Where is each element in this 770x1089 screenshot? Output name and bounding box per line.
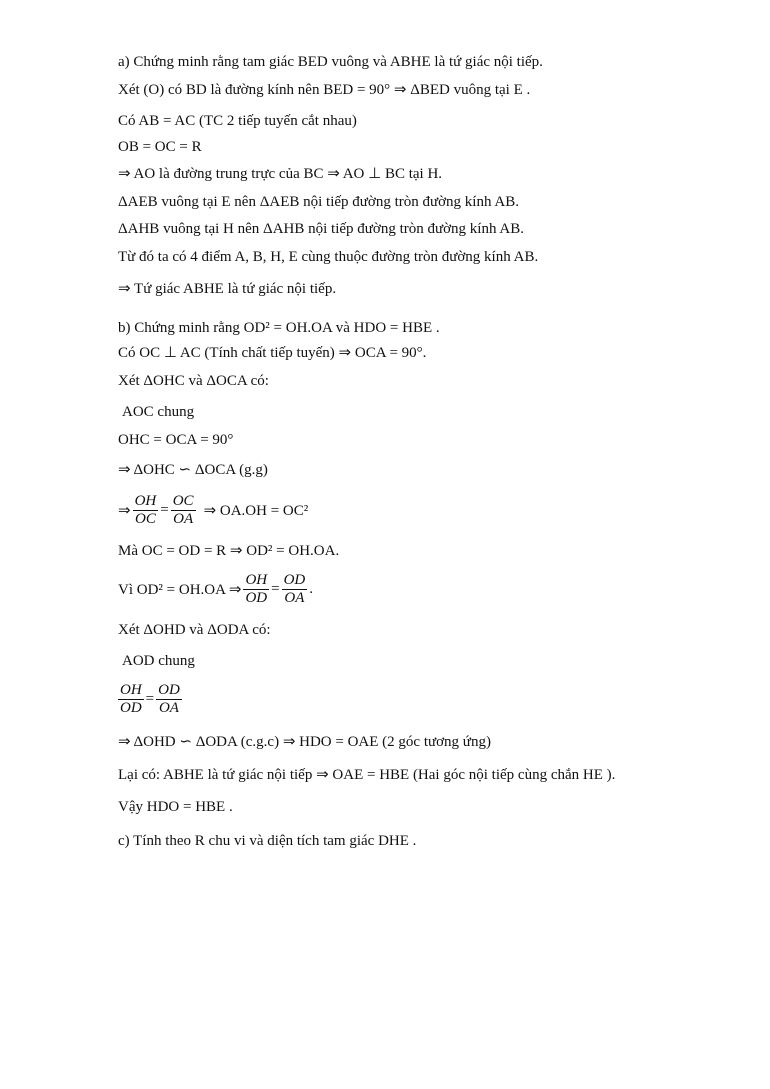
- part-b-line-6: [118, 487, 308, 533]
- part-a-line-1: Xét (O) có BD là đường kính nên BED = 90° ⇒ ΔBED vuông tại E .: [118, 82, 531, 98]
- part-c-heading: c) Tính theo R chu vi và diện tích tam giác DHE .: [118, 833, 417, 849]
- part-b-line-1: Có OC ⊥ AC (Tính chất tiếp tuyến) ⇒ OCA = 90°.: [118, 345, 427, 361]
- part-b-line-14: Vậy HDO = HBE .: [118, 799, 233, 815]
- part-b-line-4: OHC = OCA = 90°: [118, 432, 234, 448]
- part-b-line-8: [118, 566, 313, 612]
- part-a-line-6: ΔAHB vuông tại H nên ΔAHB nội tiếp đường tròn đường kính AB.: [118, 221, 524, 237]
- equals-sign: =: [145, 690, 155, 707]
- fraction-oc-oa: $\frac{OC}{OA}$: [172, 492, 194, 527]
- fraction-od-oa: $\frac{OD}{OA}$: [158, 681, 180, 716]
- part-b-line-13: Lại có: ABHE là tứ giác nội tiếp ⇒ OAE = HBE (Hai góc nội tiếp cùng chắn HE ).: [118, 767, 616, 783]
- part-b-line-3: AOC chung: [122, 404, 195, 420]
- premise-text: Vì OD² = OH.OA ⇒: [118, 581, 242, 598]
- part-b-line-12: ⇒ ΔOHD ∽ ΔODA (c.g.c) ⇒ HDO = OAE (2 góc tương ứng): [118, 734, 491, 750]
- fraction-oh-od: $\frac{OH}{OD}$: [245, 571, 268, 606]
- fraction-od-oa: $\frac{OD}{OA}$: [283, 571, 306, 606]
- part-b-line-11: [118, 676, 184, 722]
- implies-symbol: ⇒: [118, 502, 131, 519]
- result-text: ⇒ OA.OH = OC²: [203, 502, 309, 519]
- part-b-line-5: ⇒ ΔOHC ∽ ΔOCA (g.g): [118, 462, 268, 478]
- equals-sign: =: [160, 501, 169, 518]
- part-a-line-7: Từ đó ta có 4 điểm A, B, H, E cùng thuộc đường tròn đường kính AB.: [118, 249, 539, 265]
- part-a-line-5: ΔAEB vuông tại E nên ΔAEB nội tiếp đường tròn đường kính AB.: [118, 194, 519, 210]
- part-a-heading: a) Chứng minh rằng tam giác BED vuông và ABHE là tứ giác nội tiếp.: [118, 54, 543, 70]
- part-b-line-2: Xét ΔOHC và ΔOCA có:: [118, 373, 269, 389]
- part-a-line-8: ⇒ Tứ giác ABHE là tứ giác nội tiếp.: [118, 281, 337, 297]
- part-b-line-7: Mà OC = OD = R ⇒ OD² = OH.OA.: [118, 543, 340, 559]
- fraction-oh-od: $\frac{OH}{OD}$: [120, 681, 142, 716]
- fraction-oh-oc: $\frac{OH}{OC}$: [134, 492, 157, 527]
- part-b-heading: b) Chứng minh rằng OD² = OH.OA và HDO = HBE .: [118, 320, 440, 336]
- part-b-line-10: AOD chung: [122, 653, 195, 669]
- part-a-line-4: ⇒ AO là đường trung trực của BC ⇒ AO ⊥ BC tại H.: [118, 166, 443, 182]
- part-b-line-9: Xét ΔOHD và ΔODA có:: [118, 622, 271, 638]
- part-a-line-2: Có AB = AC (TC 2 tiếp tuyến cắt nhau): [118, 113, 357, 129]
- part-a-line-3: OB = OC = R: [118, 139, 202, 155]
- period: .: [309, 580, 314, 597]
- equals-sign: =: [271, 580, 280, 597]
